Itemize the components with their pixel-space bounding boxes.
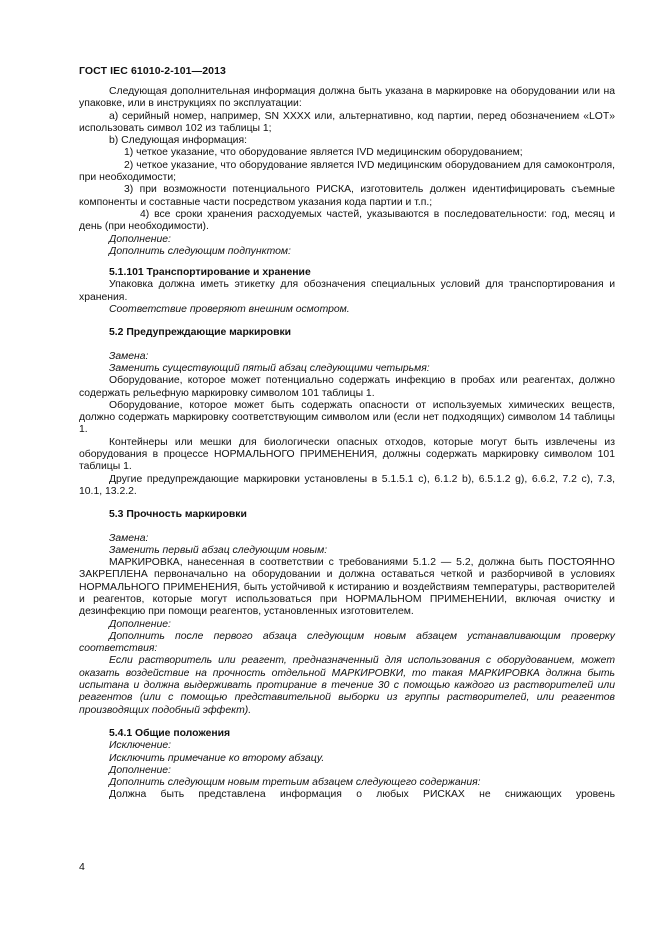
paragraph-5-2-4: Другие предупреждающие маркировки установлены в 5.1.5.1 с), 6.1.2 b), 6.5.1.2 g), 6.6.2, 7.2 с), 7.3, 10.1, 13.2.2.: [79, 473, 615, 497]
document-body: [79, 86, 615, 802]
document-header: ГОСТ IEC 61010-2-101—2013: [79, 65, 226, 77]
paragraph-5-2-1: Оборудование, которое может потенциально содержать инфекцию в пробах или реагентах, должно содержать рельефную маркировку символом 101 таблицы 1.: [79, 375, 615, 399]
list-item-b1: 1) четкое указание, что оборудование является IVD медицинским оборудованием;: [124, 147, 523, 159]
intro-paragraph: Следующая дополнительная информация должна быть указана в маркировке на оборудовании или на упаковке, или в инструкциях по эксплуатации:: [79, 86, 615, 110]
exception-label-5-4-1: Исключение:: [109, 740, 172, 752]
replacement-text-5-2: Заменить существующий пятый абзац следующими четырьмя:: [109, 362, 430, 374]
addition-text-5-4-1: Дополнить следующим новым третьим абзацем следующего содержания:: [109, 777, 481, 789]
list-item-b4: 4) все сроки хранения расходуемых частей, указываются в последовательности: год, месяц и день (при необходимости).: [79, 208, 615, 233]
compliance-check-5-1-101: Соответствие проверяют внешним осмотром.: [109, 304, 350, 316]
list-item-b2: 2) четкое указание, что оборудование является IVD медицинским оборудованием для самоконтроля, при необходимости;: [79, 159, 615, 184]
paragraph-5-2-3: Контейнеры или мешки для биологически опасных отходов, которые могут быть извлечены из оборудования в процессе НОРМАЛЬНОГО ПРИМЕНЕНИЯ, должны содержать маркировку символом 101 таблицы 1.: [79, 436, 615, 473]
addition-text: Дополнить следующим подпунктом:: [109, 245, 291, 257]
section-heading-5-4-1: 5.4.1 Общие положения: [109, 727, 231, 739]
list-item-a: а) серийный номер, например, SN XXXX или, альтернативно, код партии, перед обозначением «LOT» использовать символ 102 из таблицы 1;: [79, 110, 615, 134]
section-heading-5-3: 5.3 Прочность маркировки: [109, 509, 247, 521]
paragraph-5-2-2: Оборудование, которое может быть содержать опасности от используемых химических веществ, должно содержать маркировку соответствующим символом или (если нет подходящих) символом 14 таблицы 1.: [79, 399, 615, 436]
list-item-b3: 3) при возможности потенциального РИСКА, изготовитель должен идентифицировать съемные компоненты и составные части посредством указания кода партии и т.п.;: [79, 184, 615, 208]
replacement-label-5-3: Замена:: [109, 532, 149, 544]
paragraph-5-4-1: Должна быть представлена информация о любых РИСКАХ не снижающих уровень: [109, 789, 615, 801]
paragraph-5-3-2: Если растворитель или реагент, предназначенный для использования с оборудованием, может оказать воздействие на прочность отдельной МАРКИРОВКИ, то такая МАРКИРОВКА должна быть испытана и должна выдерживать протирание в течение 30 с помощью каждого из растворителей или реагентов (или с помощью представительной выборки из группы растворителей, или реагентов производящих подобный эффект).: [79, 655, 615, 716]
replacement-label-5-2: Замена:: [109, 350, 149, 362]
page-number: 4: [79, 861, 85, 873]
section-heading-5-1-101: 5.1.101 Транспортирование и хранение: [109, 267, 311, 279]
replacement-text-5-3: Заменить первый абзац следующим новым:: [109, 544, 328, 556]
addition-label-5-4-1: Дополнение:: [109, 764, 171, 776]
paragraph-5-3-1: МАРКИРОВКА, нанесенная в соответствии с требованиями 5.1.2 — 5.2, должна быть ПОСТОЯННО ЗАКРЕПЛЕНА первоначально на оборудовании и должна оставаться четкой и разборчивой в условиях НОРМАЛЬНОГО ПРИМЕНЕНИЯ, быть устойчивой к истиранию и воздействиям температуры, растворителей и реагентов, которые могут использоваться при НОРМАЛЬНОМ ПРИМЕНЕНИИ, включая очистку и дезинфекцию при помощи реагентов, установленных изготовителем.: [79, 557, 615, 618]
addition-label-5-3: Дополнение:: [109, 618, 171, 630]
addition-text-5-3: Дополнить после первого абзаца следующим новым абзацем устанавливающим проверку соответствия:: [79, 630, 615, 655]
section-heading-5-2: 5.2 Предупреждающие маркировки: [109, 327, 292, 339]
list-item-b: b) Следующая информация:: [109, 135, 247, 147]
exception-text-5-4-1: Исключить примечание ко второму абзацу.: [109, 752, 325, 764]
addition-label: Дополнение:: [109, 233, 171, 245]
paragraph-5-1-101: Упаковка должна иметь этикетку для обозначения специальных условий для транспортирования и хранения.: [79, 279, 615, 303]
